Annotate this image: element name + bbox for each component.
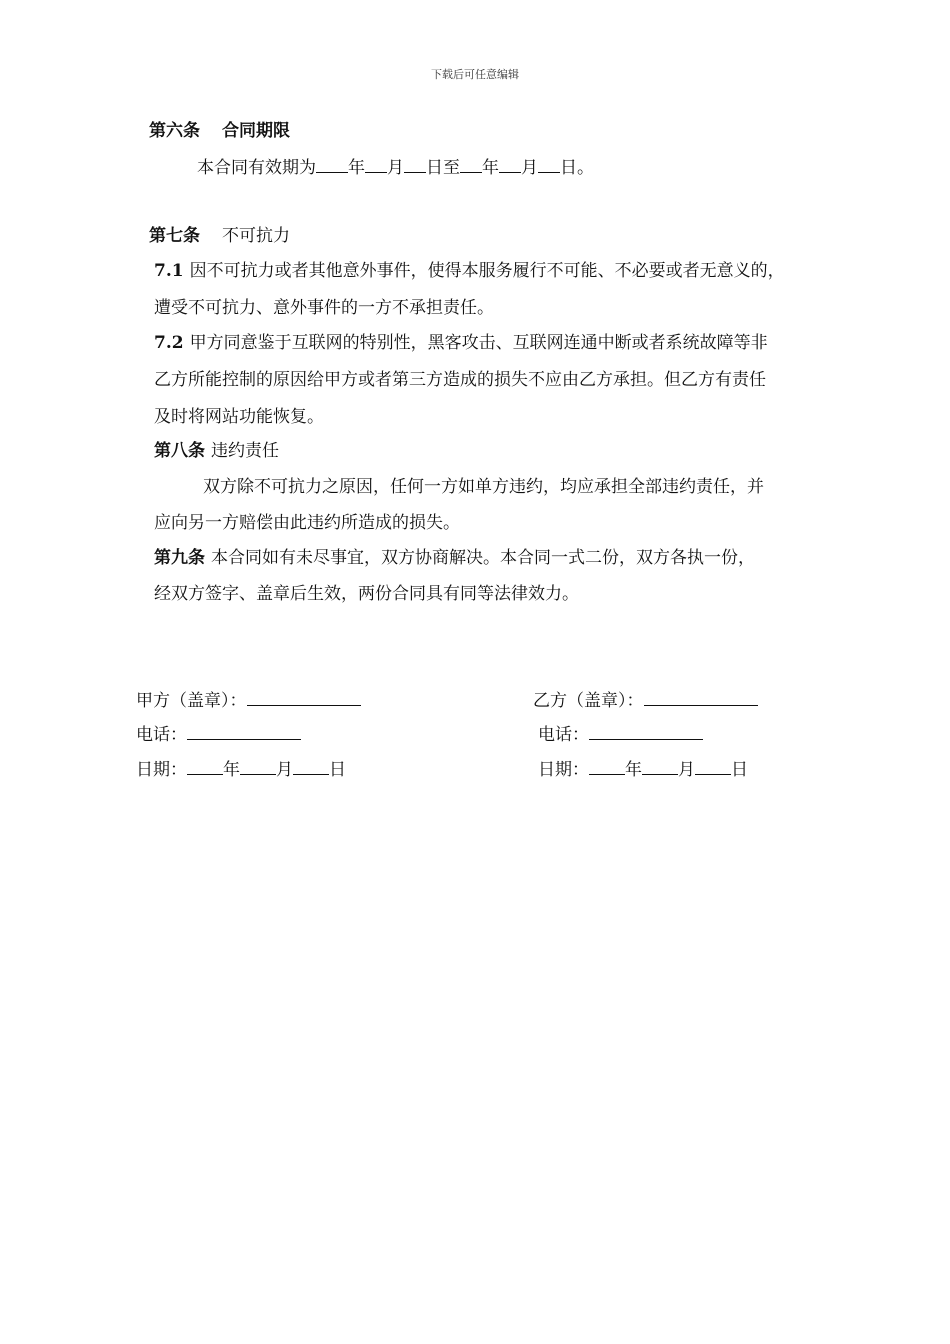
blank-month-end[interactable]: [499, 155, 521, 173]
party-b-day-label: 日: [731, 760, 748, 780]
party-a-day-field[interactable]: [293, 757, 329, 775]
party-a-date-label: 日期：: [136, 760, 187, 780]
party-b-seal: [533, 688, 758, 712]
party-b-day-field[interactable]: [695, 757, 731, 775]
party-b-label: 乙方（盖章）：: [533, 691, 644, 711]
article-8-name: 违约责任: [211, 441, 279, 461]
party-a-month-field[interactable]: [240, 757, 276, 775]
party-a-label: 甲方（盖章）：: [136, 691, 247, 711]
clause-7-2-line-1: [154, 332, 768, 354]
clause-7-2-text-1: 甲方同意鉴于互联网的特别性，黑客攻击、互联网连通中断或者系统故障等非: [189, 333, 768, 353]
clause-7-2-line-2: 乙方所能控制的原因给甲方或者第三方造成的损失不应由乙方承担。但乙方有责任: [154, 370, 766, 390]
clause-7-1-line-2: 遭受不可抗力、意外事件的一方不承担责任。: [154, 298, 494, 318]
article-7-name: 不可抗力: [222, 226, 290, 246]
party-b-date: [538, 757, 748, 781]
article-6-title: 第六条: [149, 121, 200, 141]
term-month-label-2: 月: [521, 158, 538, 178]
blank-day-end[interactable]: [538, 155, 560, 173]
article-6-term: [197, 155, 594, 179]
article-8-heading: [154, 440, 279, 462]
article-8-title: 第八条: [154, 441, 205, 461]
term-year-label: 年: [348, 158, 365, 178]
clause-7-2-number: 7.2: [154, 333, 184, 353]
term-day-end-label: 日。: [560, 158, 594, 178]
party-a-phone: [136, 722, 301, 746]
clause-7-1-number: 7.1: [154, 261, 184, 281]
page-header: 下载后可任意编辑: [431, 68, 519, 81]
blank-year-start[interactable]: [316, 155, 348, 173]
party-a-year-label: 年: [223, 760, 240, 780]
party-b-seal-field[interactable]: [644, 688, 758, 706]
party-a-day-label: 日: [329, 760, 346, 780]
party-b-phone-label: 电话：: [538, 725, 589, 745]
blank-year-end[interactable]: [460, 155, 482, 173]
clause-7-1-line-1: [154, 260, 785, 282]
article-7-heading: [149, 225, 290, 247]
term-prefix: 本合同有效期为: [197, 158, 316, 178]
term-year-label-2: 年: [482, 158, 499, 178]
article-6-name: 合同期限: [222, 121, 290, 141]
article-9-title: 第九条: [154, 548, 205, 568]
party-a-seal-field[interactable]: [247, 688, 361, 706]
party-a-phone-label: 电话：: [136, 725, 187, 745]
article-6-heading: [149, 120, 290, 142]
article-8-line-2: 应向另一方赔偿由此违约所造成的损失。: [154, 513, 460, 533]
party-b-year-label: 年: [625, 760, 642, 780]
party-a-date: [136, 757, 346, 781]
term-month-label: 月: [387, 158, 404, 178]
article-9-line-1: [154, 547, 755, 569]
article-7-title: 第七条: [149, 226, 200, 246]
party-b-year-field[interactable]: [589, 757, 625, 775]
blank-day-start[interactable]: [404, 155, 426, 173]
article-9-line-2: 经双方签字、盖章后生效，两份合同具有同等法律效力。: [154, 584, 579, 604]
party-b-month-label: 月: [678, 760, 695, 780]
party-b-phone-field[interactable]: [589, 722, 703, 740]
party-a-month-label: 月: [276, 760, 293, 780]
party-a-phone-field[interactable]: [187, 722, 301, 740]
article-8-line-1: 双方除不可抗力之原因，任何一方如单方违约，均应承担全部违约责任，并: [203, 477, 764, 497]
blank-month-start[interactable]: [365, 155, 387, 173]
party-b-phone: [538, 722, 703, 746]
party-a-seal: [136, 688, 361, 712]
article-9-text-1: 本合同如有未尽事宜，双方协商解决。本合同一式二份，双方各执一份，: [211, 548, 755, 568]
term-day-to-label: 日至: [426, 158, 460, 178]
party-a-year-field[interactable]: [187, 757, 223, 775]
clause-7-1-text-1: 因不可抗力或者其他意外事件，使得本服务履行不可能、不必要或者无意义的，: [189, 261, 785, 281]
party-b-month-field[interactable]: [642, 757, 678, 775]
clause-7-2-line-3: 及时将网站功能恢复。: [154, 407, 324, 427]
party-b-date-label: 日期：: [538, 760, 589, 780]
